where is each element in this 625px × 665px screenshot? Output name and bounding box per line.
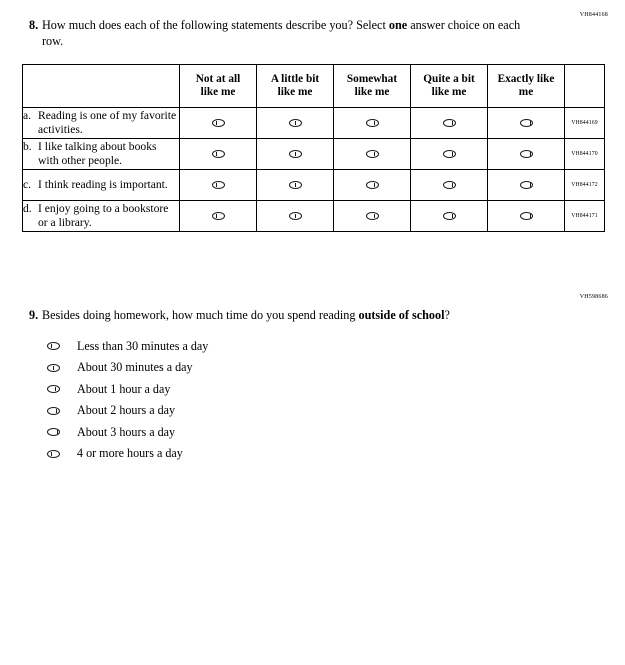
- radio-bubble-icon[interactable]: [366, 119, 379, 127]
- radio-bubble-icon[interactable]: [520, 119, 533, 127]
- radio-bubble-icon[interactable]: [47, 407, 60, 415]
- list-item[interactable]: [47, 443, 602, 465]
- row-label: I like talking about books with other people.: [38, 139, 157, 167]
- radio-bubble-icon[interactable]: [366, 181, 379, 189]
- radio-bubble-icon[interactable]: [443, 212, 456, 220]
- column-header-line1: Somewhat: [346, 72, 398, 85]
- table-row: [23, 201, 605, 232]
- radio-bubble-icon[interactable]: [366, 212, 379, 220]
- row-item-id: VH844169: [565, 108, 605, 139]
- row-stem-c: [23, 170, 180, 201]
- column-header-line2: like me: [277, 86, 313, 98]
- radio-bubble-icon[interactable]: [212, 119, 225, 127]
- radio-d-somewhat[interactable]: [334, 201, 411, 232]
- radio-bubble-icon[interactable]: [366, 150, 379, 158]
- column-header-line2: me: [518, 86, 534, 98]
- list-item[interactable]: [47, 422, 602, 444]
- radio-b-somewhat[interactable]: [334, 139, 411, 170]
- radio-a-a-little-bit[interactable]: [257, 108, 334, 139]
- table-row: [23, 108, 605, 139]
- question-8-matrix-table: [22, 64, 605, 232]
- radio-a-quite-a-bit[interactable]: [411, 108, 488, 139]
- question-9-text-before: Besides doing homework, how much time do you spend reading: [42, 308, 359, 322]
- matrix-header-row: [23, 65, 605, 108]
- option-label: About 1 hour a day: [77, 381, 171, 396]
- column-header-somewhat: [334, 65, 411, 108]
- radio-bubble-icon[interactable]: [212, 212, 225, 220]
- radio-d-not-at-all[interactable]: [180, 201, 257, 232]
- question-8-number: 8.: [29, 18, 39, 32]
- column-header-line1: Exactly like: [497, 72, 555, 85]
- radio-b-not-at-all[interactable]: [180, 139, 257, 170]
- matrix-id-column-header: [565, 65, 605, 108]
- radio-b-exactly-like-me[interactable]: [488, 139, 565, 170]
- question-8-block: [22, 18, 602, 49]
- question-9-text: [42, 308, 602, 324]
- question-8-text-before: How much does each of the following statements describe you? Select: [42, 18, 389, 32]
- table-row: [23, 170, 605, 201]
- radio-option-3[interactable]: [47, 385, 77, 393]
- column-header-line2: like me: [431, 86, 467, 98]
- radio-bubble-icon[interactable]: [212, 150, 225, 158]
- radio-bubble-icon[interactable]: [443, 119, 456, 127]
- row-stem-b: [23, 139, 180, 170]
- question-9-text-after: ?: [444, 308, 450, 322]
- question-9-heading: [22, 308, 602, 324]
- question-8-text-bold: one: [388, 18, 408, 32]
- list-item[interactable]: [47, 357, 602, 379]
- radio-c-a-little-bit[interactable]: [257, 170, 334, 201]
- column-header-line2: like me: [200, 86, 236, 98]
- row-letter: a.: [23, 108, 32, 122]
- question-9-block: [22, 308, 602, 465]
- radio-bubble-icon[interactable]: [47, 342, 60, 350]
- question-9-option-list: [22, 336, 602, 465]
- radio-c-somewhat[interactable]: [334, 170, 411, 201]
- radio-bubble-icon[interactable]: [520, 212, 533, 220]
- radio-bubble-icon[interactable]: [289, 181, 302, 189]
- table-row: [23, 139, 605, 170]
- radio-c-exactly-like-me[interactable]: [488, 170, 565, 201]
- row-stem-a: [23, 108, 180, 139]
- radio-b-a-little-bit[interactable]: [257, 139, 334, 170]
- radio-option-1[interactable]: [47, 342, 77, 350]
- radio-option-6[interactable]: [47, 450, 77, 458]
- radio-option-5[interactable]: [47, 428, 77, 436]
- radio-bubble-icon[interactable]: [212, 181, 225, 189]
- option-label: About 3 hours a day: [77, 424, 176, 439]
- radio-bubble-icon[interactable]: [47, 428, 60, 436]
- row-letter: b.: [23, 139, 32, 153]
- column-header-quite-a-bit: [411, 65, 488, 108]
- radio-bubble-icon[interactable]: [47, 450, 60, 458]
- list-item[interactable]: [47, 379, 602, 401]
- item-id-question-9: VH598686: [579, 294, 608, 300]
- radio-bubble-icon[interactable]: [443, 150, 456, 158]
- row-item-id: VH844172: [565, 170, 605, 201]
- radio-a-somewhat[interactable]: [334, 108, 411, 139]
- radio-bubble-icon[interactable]: [289, 212, 302, 220]
- question-8-text-after: answer choice on each row.: [42, 18, 521, 48]
- radio-a-not-at-all[interactable]: [180, 108, 257, 139]
- radio-b-quite-a-bit[interactable]: [411, 139, 488, 170]
- column-header-line1: Quite a bit: [423, 72, 475, 85]
- column-header-a-little-bit: [257, 65, 334, 108]
- row-label: Reading is one of my favorite activities.: [38, 108, 177, 136]
- question-8-text: [42, 18, 602, 49]
- column-header-line1: Not at all: [195, 72, 241, 85]
- row-item-id: VH844171: [565, 201, 605, 232]
- question-9-text-bold: outside of school: [358, 308, 445, 322]
- matrix-corner-cell: [23, 65, 180, 108]
- radio-d-exactly-like-me[interactable]: [488, 201, 565, 232]
- radio-c-quite-a-bit[interactable]: [411, 170, 488, 201]
- row-label: I enjoy going to a bookstore or a library.: [38, 201, 169, 229]
- radio-option-4[interactable]: [47, 407, 77, 415]
- radio-d-a-little-bit[interactable]: [257, 201, 334, 232]
- row-stem-d: [23, 201, 180, 232]
- column-header-not-at-all: [180, 65, 257, 108]
- radio-bubble-icon[interactable]: [443, 181, 456, 189]
- radio-bubble-icon[interactable]: [47, 385, 60, 393]
- question-9-number: 9.: [29, 308, 39, 322]
- radio-bubble-icon[interactable]: [47, 364, 60, 372]
- row-label: I think reading is important.: [38, 177, 168, 191]
- row-letter: c.: [23, 177, 32, 191]
- option-label: About 2 hours a day: [77, 403, 176, 418]
- radio-a-exactly-like-me[interactable]: [488, 108, 565, 139]
- radio-bubble-icon[interactable]: [520, 150, 533, 158]
- column-header-line1: A little bit: [270, 72, 320, 85]
- list-item[interactable]: [47, 336, 602, 358]
- row-letter: d.: [23, 201, 32, 215]
- option-label: 4 or more hours a day: [77, 446, 183, 461]
- radio-bubble-icon[interactable]: [289, 119, 302, 127]
- radio-c-not-at-all[interactable]: [180, 170, 257, 201]
- radio-d-quite-a-bit[interactable]: [411, 201, 488, 232]
- radio-option-2[interactable]: [47, 364, 77, 372]
- option-label: Less than 30 minutes a day: [77, 338, 209, 353]
- list-item[interactable]: [47, 400, 602, 422]
- column-header-exactly-like-me: [488, 65, 565, 108]
- column-header-line2: like me: [354, 86, 390, 98]
- radio-bubble-icon[interactable]: [520, 181, 533, 189]
- radio-bubble-icon[interactable]: [289, 150, 302, 158]
- item-id-top: VH844168: [579, 12, 608, 18]
- row-item-id: VH844170: [565, 139, 605, 170]
- option-label: About 30 minutes a day: [77, 360, 193, 375]
- question-8-heading: [22, 18, 602, 49]
